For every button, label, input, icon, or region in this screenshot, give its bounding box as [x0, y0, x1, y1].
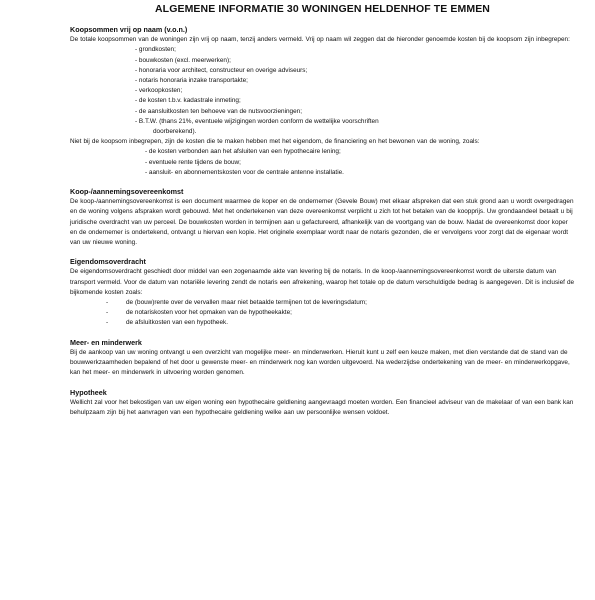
section-heading: Meer- en minderwerk [70, 337, 142, 347]
section-heading: Koop-/aannemingsovereenkomst [70, 187, 184, 197]
included-costs-list [70, 45, 575, 127]
section-body: De eigendomsoverdracht geschiedt door middel van een zogenaamde akte van levering bij de notaris. In de koop-/aannemingsovereenkomst wordt de uiterste datum van transport vermeld. Voor de datum van notariële levering zendt de notaris een afrekening, waarop het totale op de datum verschuldigde bedrag is aangegeven. Dit is inclusief de bijkomende kosten zoals: [70, 268, 575, 296]
section-koopsommen [70, 25, 575, 178]
list-item: - bouwkosten (excl. meerwerken); [135, 56, 231, 64]
section-heading: Hypotheek [70, 387, 107, 397]
list-item: - verkoopkosten; [135, 87, 183, 95]
list-item: - de kosten t.b.v. kadastrale inmeting; [135, 97, 241, 105]
section-meer-minderwerk [70, 338, 575, 379]
list-item-text: de afsluitkosten van een hypotheek. [126, 319, 228, 327]
document-title: ALGEMENE INFORMATIE 30 WONINGEN HELDENHOF TE EMMEN [155, 3, 490, 15]
section-koopovereenkomst [70, 187, 575, 248]
section-heading: Eigendomsoverdracht [70, 257, 146, 267]
dash-marker: - [106, 309, 109, 317]
list-item: - de kosten verbonden aan het afsluiten van een hypothecaire lening; [145, 148, 341, 156]
list-item: - grondkosten; [135, 46, 176, 54]
list-item [70, 298, 575, 308]
additional-costs-list [70, 298, 575, 329]
list-item [70, 318, 575, 328]
list-item [70, 308, 575, 318]
section-body: Wellicht zal voor het bekostigen van uw eigen woning een hypothecaire geldlening aangevraagd moeten worden. Een financieel adviseur van de makelaar of van een bank kan behulpzaam zijn bij het aanvragen van een hypothecaire geldlening welke aan uw persoonlijke wensen voldoet. [70, 398, 574, 416]
section-eigendomsoverdracht [70, 257, 575, 328]
list-item: - eventuele rente tijdens de bouw; [145, 158, 241, 166]
list-item: - aansluit- en abonnementskosten voor de centrale antenne installatie. [145, 168, 344, 176]
section-middle-text: Niet bij de koopsom inbegrepen, zijn de kosten die te maken hebben met het eigendom, de financiering en het bewonen van de woning, zoals: [70, 138, 480, 146]
section-body: Bij de aankoop van uw woning ontvangt u een overzicht van mogelijke meer- en minderwerken. Hieruit kunt u zelf een keuze maken, met dien verstande dat de stand van de bouwwerkzaamheden bepalend of het door u gewenste meer- en minderwerk nog kan worden uitgevoerd. Na wederzijdse ondertekening van de meer- en minderwerkopgave, kan het meer- en minderwerk in uitvoering worden genomen. [70, 348, 570, 377]
list-item-text: de (bouw)rente over de vervallen maar niet betaalde termijnen tot de leveringsdatum; [126, 299, 367, 307]
section-body: De koop-/aannemingsovereenkomst is een document waarmee de koper en de ondernemer (Gevele Bouw) met elkaar afspreken dat een stuk grond aan u wordt overgedragen en de woning volgens afspraken wordt gebouwd. Met het ondertekenen van deze overeenkomst verplicht u zich tot het betalen van de koopprijs. Uw grondaandeel betaalt u bij juridische overdracht van uw perceel. De bouwkosten worden in termijnen aan u gefactureerd, afhankelijk van de voortgang van de bouw. Nadat de overeenkomst door koper en de ondernemer is ondertekend, ontvangt u hiervan een kopie. Het originele exemplaar wordt naar de notaris gezonden, die er vervolgens voor zorgt dat de eigenaar wordt van uw nieuwe woning. [70, 198, 574, 247]
list-item: - notaris honoraria inzake transportakte; [135, 77, 248, 85]
list-item: - de aansluitkosten ten behoeve van de nutsvoorzieningen; [135, 107, 302, 115]
dash-marker: - [106, 319, 109, 327]
section-intro: De totale koopsommen van de woningen zijn vrij op naam, tenzij anders vermeld. Vrij op naam wil zeggen dat de hieronder genoemde kosten bij de koopsom zijn inbegrepen: [70, 36, 570, 44]
list-item-text: de notariskosten voor het opmaken van de hypotheekakte; [126, 309, 292, 317]
section-heading: Koopsommen vrij op naam (v.o.n.) [70, 25, 188, 34]
list-item: - honoraria voor architect, constructeur en overige adviseurs; [135, 66, 308, 74]
dash-marker: - [106, 299, 109, 307]
excluded-costs-list [70, 147, 575, 178]
list-item-continuation: doorberekend). [153, 128, 197, 136]
section-hypotheek [70, 388, 575, 419]
list-item: - B.T.W. (thans 21%, eventuele wijzigingen worden conform de wettelijke voorschriften [135, 117, 379, 125]
